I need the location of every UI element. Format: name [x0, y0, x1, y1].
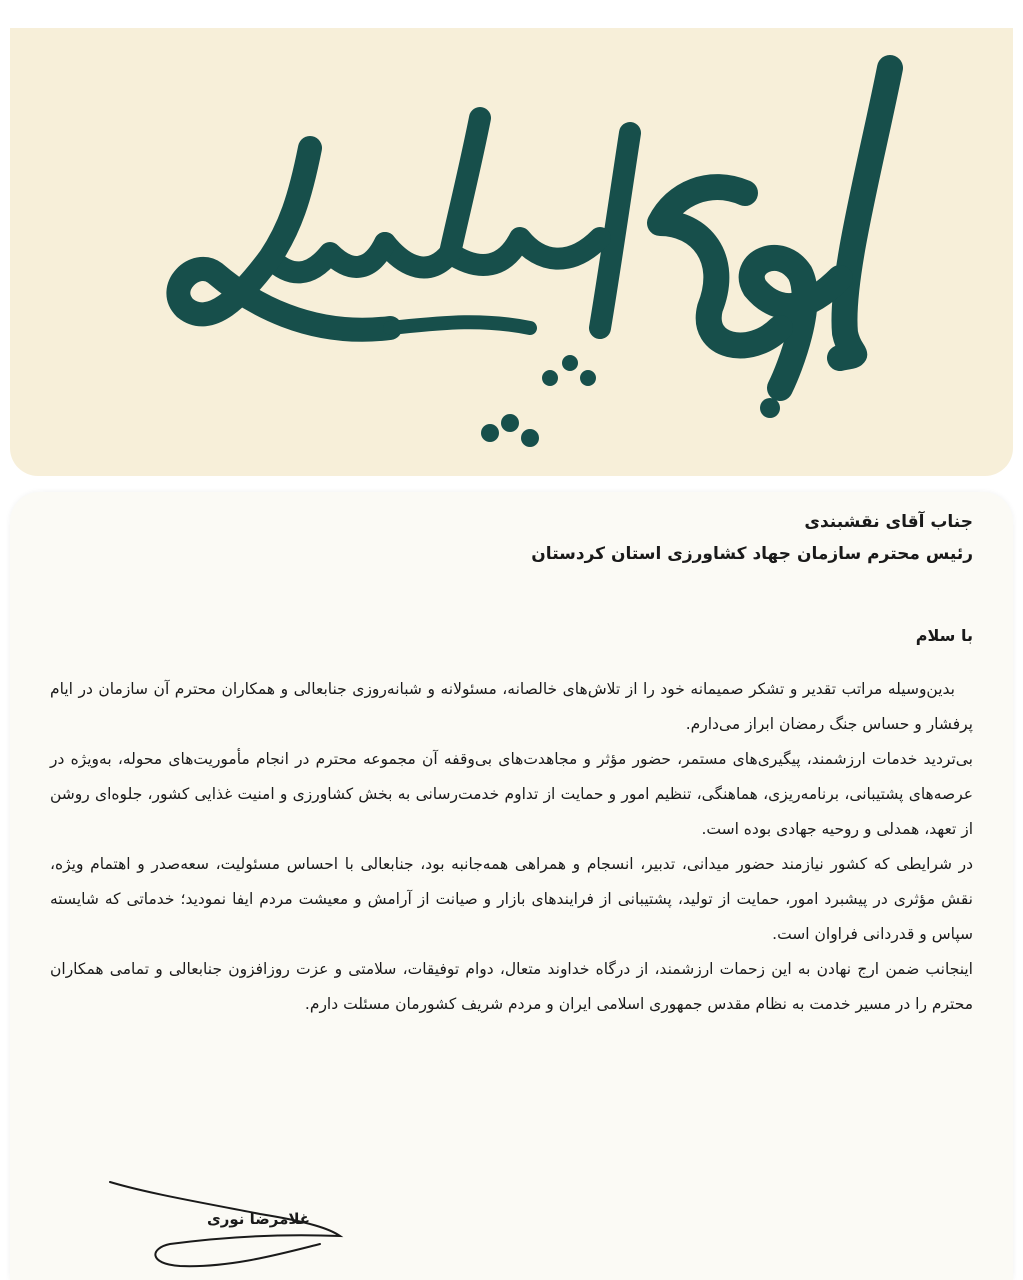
- paragraph-3: در شرایطی که کشور نیازمند حضور میدانی، تدبیر، انسجام و همراهی همه‌جانبه بود، جنابعالی با احساس مسئولیت، سعه‌صدر و اهتمام ویژه، نقش مؤثری در پیشبرد امور، حمایت از تولید، پشتیبانی از فرایندهای بازار و صیانت از آرامش و معیشت مردم ایفا نمودید؛ خدماتی که شایسته سپاس و قدردانی فراوان است.: [50, 855, 973, 943]
- signature-block: [90, 1174, 430, 1274]
- paragraph-1: بدین‌وسیله مراتب تقدیر و تشکر صمیمانه خود را از تلاش‌های خالصانه، مسئولانه و شبانه‌روزی جنابعالی و همکاران محترم آن سازمان در ایام پرفشار و حساس جنگ رمضان ابراز می‌دارم.: [50, 680, 973, 733]
- addressee-block: [50, 506, 973, 570]
- addressee-title: رئیس محترم سازمان جهاد کشاورزی استان کردستان: [531, 544, 973, 564]
- addressee-name: جناب آقای نقشبندی: [804, 512, 973, 532]
- paragraph-4: اینجانب ضمن ارج نهادن به این زحمات ارزشمند، از درگاه خداوند متعال، دوام توفیقات، سلامتی و عزت روزافزون جنابعالی و تمامی همکاران محترم را در مسیر خدمت به نظام مقدس جمهوری اسلامی ایران و مردم شریف کشورمان مسئلت دارم.: [50, 960, 973, 1013]
- title-banner: [10, 28, 1013, 476]
- banner-title: لوح سپاس: [10, 28, 15, 29]
- letter-card: [10, 492, 1013, 1280]
- calligraphy-title-art: [10, 28, 1013, 476]
- letter-body: [50, 672, 973, 1022]
- signatory-name: غلامرضا نوری: [206, 1210, 310, 1228]
- greeting: با سلام: [915, 626, 973, 645]
- paragraph-2: بی‌تردید خدمات ارزشمند، پیگیری‌های مستمر، حضور مؤثر و مجاهدت‌های بی‌وقفه آن مجموعه محترم در انجام مأموریت‌های محوله، به‌ویژه در عرصه‌های پشتیبانی، برنامه‌ریزی، هماهنگی، تنظیم امور و حمایت از تداوم خدمت‌رسانی به بخش کشاورزی و امنیت غذایی کشور، جلوه‌ای روشن از تعهد، همدلی و روحیه جهادی بوده است.: [50, 750, 973, 838]
